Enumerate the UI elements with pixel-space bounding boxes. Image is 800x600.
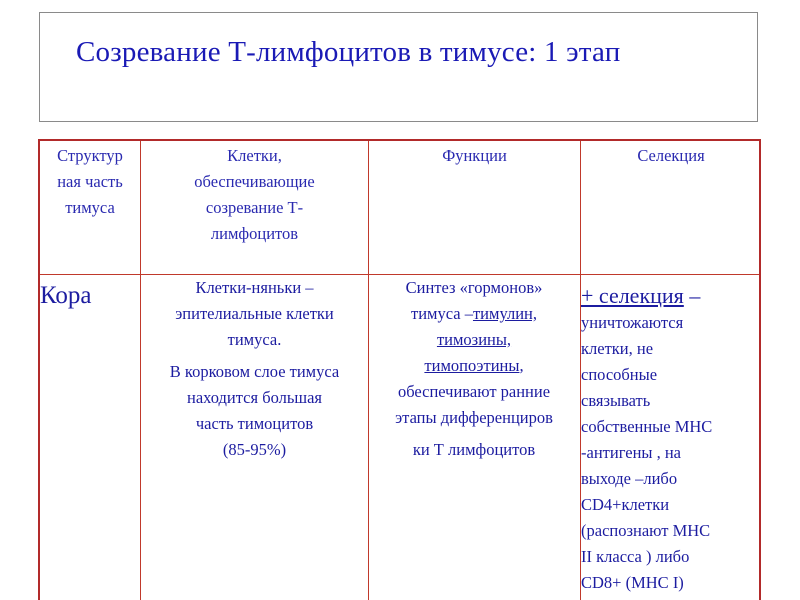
header-structure: Структур ная часть тимуса [57,146,123,217]
header-cells: Клетки, обеспечивающие созревание Т- лимфоцитов [194,146,315,243]
functions-description: Синтез «гормонов» тимуса –тимулин, тимозины, тимопоэтины, обеспечивают ранние этапы дифференциров ки Т лимфоцитов [395,278,553,459]
title-box [39,12,758,122]
slide-title: Созревание Т-лимфоцитов в тимусе: 1 этап [76,36,621,68]
selection-description: + селекция – уничтожаются клетки, не способные связывать собственные МНС -антигены , на выходе –либо CD4+клетки (распознают МНС II класса ) либо CD8+ (МНС I) [581,283,713,592]
structure-cortex: Кора [40,282,92,309]
maturation-table [38,139,761,600]
cells-description: Клетки-няньки – эпителиальные клетки тимуса. В корковом слое тимуса находится большая часть тимоцитов (85-95%) [169,278,340,459]
header-selection: Селекция [637,146,705,165]
header-functions: Функции [442,146,507,165]
